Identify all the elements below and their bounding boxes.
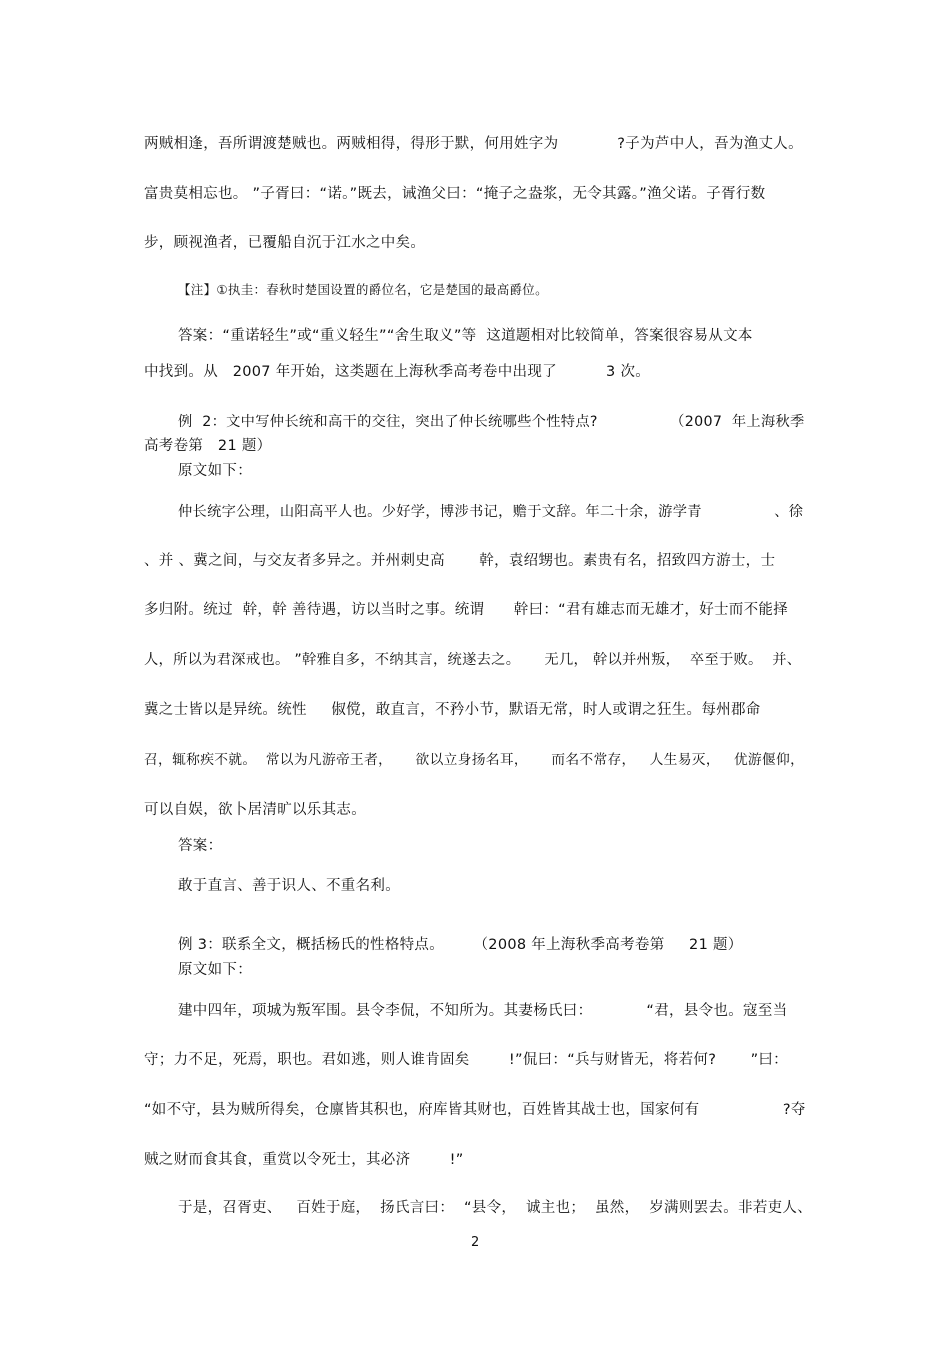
text-line: 答案：“重诺轻生”或“重义轻生”“舍生取义”等 这道题相对比较简单，答案很容易从文本 bbox=[178, 328, 753, 344]
text-line: 两贼相逢，吾所谓渡楚贼也。两贼相得，得形于默，何用姓字为 ?子为芦中人，吾为渔丈人。 bbox=[144, 136, 803, 152]
answer-text: 敢于直言、善于识人、不重名利。 bbox=[178, 878, 400, 894]
question-heading: 例 2：文中写仲长统和高干的交往，突出了仲长统哪些个性特点? （2007 年上海秋季 bbox=[178, 414, 805, 430]
answer-label: 答案： bbox=[178, 838, 223, 854]
page-number: 2 bbox=[471, 1235, 480, 1250]
question-heading: 例 3：联系全文，概括杨氏的性格特点。 （2008 年上海秋季高考卷第 21 题） bbox=[178, 937, 743, 953]
text-line: 富贵莫相忘也。 ”子胥曰：“诺。”既去，诫渔父曰：“掩子之盎浆，无令其露。”渔父诺。子胥行数 bbox=[144, 186, 766, 202]
text-line: 守；力不足，死焉，职也。君如逃，则人谁肯固矣 !”侃曰：“兵与财皆无，将若何? ”曰： bbox=[144, 1052, 788, 1068]
text-line: 建中四年，项城为叛军围。县令李侃，不知所为。其妻杨氏曰： “君，县令也。寇至当 bbox=[178, 1003, 788, 1019]
text-line: 中找到。从 2007 年开始，这类题在上海秋季高考卷中出现了 3 次。 bbox=[144, 364, 651, 380]
text-line: 可以自娱，欲卜居清旷以乐其志。 bbox=[144, 802, 366, 818]
text-line: 于是，召胥吏、 百姓于庭， 扬氏言曰： “县令， 诚主也； 虽然， 岁满则罢去。非若吏人、 bbox=[178, 1200, 813, 1216]
original-text-label: 原文如下： bbox=[178, 463, 252, 479]
text-line: 、并 、冀之间，与交友者多异之。并州刺史高 幹，袁绍甥也。素贵有名，招致四方游士，士 bbox=[144, 553, 776, 569]
question-source: 高考卷第 21 题） bbox=[144, 438, 272, 454]
text-line: 仲长统字公理，山阳高平人也。少好学，博涉书记，赡于文辞。年二十余，游学青 、徐 bbox=[178, 504, 804, 520]
footnote-line: 【注】①执圭：春秋时楚国设置的爵位名，它是楚国的最高爵位。 bbox=[178, 282, 548, 297]
text-line: 贼之财而食其食，重赏以令死士，其必济 !” bbox=[144, 1152, 464, 1168]
original-text-label: 原文如下： bbox=[178, 962, 252, 978]
text-line: 召，辄称疾不就。 常以为凡游帝王者， 欲以立身扬名耳， 而名不常存， 人生易灭， 优游偃仰， bbox=[144, 752, 805, 768]
text-line: 冀之士皆以是异统。统性 俶傥，敢直言，不矜小节，默语无常，时人或谓之狂生。每州郡命 bbox=[144, 702, 761, 718]
text-line: 多归附。统过 幹，幹 善待遇，访以当时之事。统谓 幹曰：“君有雄志而无雄才，好士而不能择 bbox=[144, 602, 788, 618]
text-line: 人，所以为君深戒也。 ”幹雅自多，不纳其言，统遂去之。 无几， 幹以并州叛， 卒至于败。 并、 bbox=[144, 652, 802, 668]
text-line: 步，顾视渔者，已覆船自沉于江水之中矣。 bbox=[144, 235, 426, 251]
text-line: “如不守，县为贼所得矣，仓廪皆其积也，府库皆其财也，百姓皆其战士也，国家何有 ?夺 bbox=[144, 1102, 806, 1118]
